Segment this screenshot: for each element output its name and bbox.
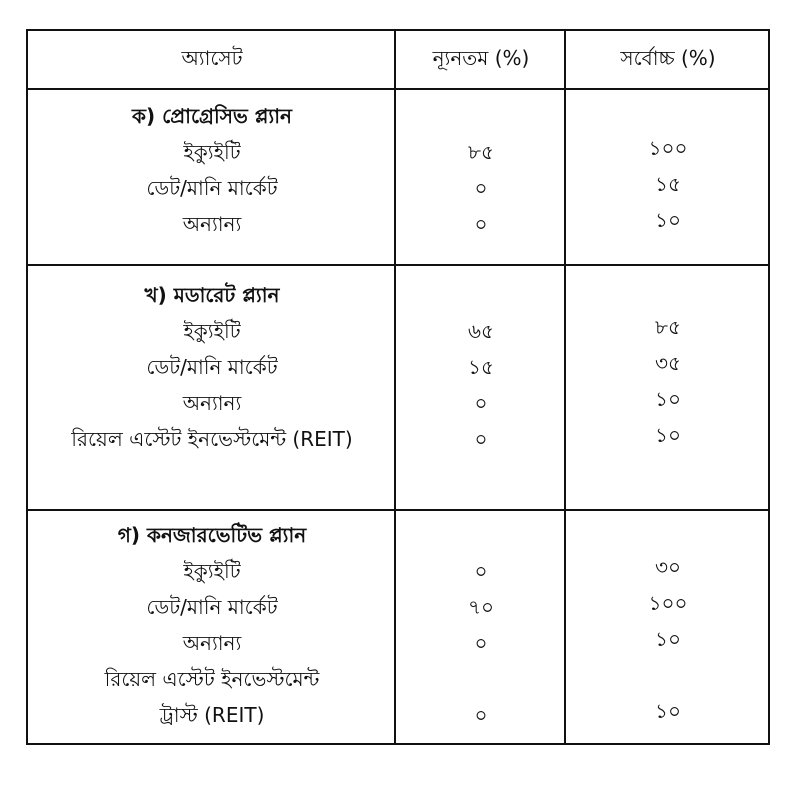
asset-name: ডেট/মানি মার্কেট xyxy=(146,176,278,200)
header-max: সর্বোচ্চ (%) xyxy=(620,45,716,70)
min-value: ১৫ xyxy=(468,355,494,379)
min-value: ৭০ xyxy=(467,595,494,619)
max-value: ৮৫ xyxy=(655,315,681,339)
min-value: ০ xyxy=(474,427,488,451)
asset-name: অন্যান্য xyxy=(182,391,242,415)
max-value: ১৫ xyxy=(655,172,681,196)
plan-title: খ) মডারেট প্ল্যান xyxy=(144,283,280,307)
min-value: ০ xyxy=(474,212,488,236)
header-asset: অ্যাসেট xyxy=(181,45,243,70)
allocation-table xyxy=(26,29,770,745)
min-value: ৮৫ xyxy=(468,140,494,164)
max-value: ৩৫ xyxy=(655,351,681,375)
asset-name: ইক্যুইটি xyxy=(183,140,241,164)
max-value: ৩০ xyxy=(654,555,681,579)
max-value: ১০ xyxy=(655,208,681,232)
max-value: ১০ xyxy=(655,423,681,447)
asset-name: রিয়েল এস্টেট ইনভেস্টমেন্ট xyxy=(104,667,320,691)
row-divider xyxy=(28,264,768,266)
min-value: ০ xyxy=(474,559,488,583)
max-value: ১০০ xyxy=(648,591,688,615)
asset-name: ট্রাস্ট (REIT) xyxy=(159,703,265,727)
max-value: ১০০ xyxy=(648,136,688,160)
plan-title: গ) কনজারভেটিভ প্ল্যান xyxy=(117,523,307,547)
asset-name: অন্যান্য xyxy=(182,212,242,236)
min-value: ৬৫ xyxy=(468,319,494,343)
asset-name: রিয়েল এস্টেট ইনভেস্টমেন্ট (REIT) xyxy=(71,427,353,451)
plan-title: ক) প্রোগ্রেসিভ প্ল্যান xyxy=(132,104,292,128)
asset-name: ডেট/মানি মার্কেট xyxy=(146,355,278,379)
header-min: ন্যূনতম (%) xyxy=(432,45,530,70)
max-value: ১০ xyxy=(655,699,681,723)
asset-name: ইক্যুইটি xyxy=(183,319,241,343)
row-divider xyxy=(28,509,768,511)
asset-name: অন্যান্য xyxy=(182,631,242,655)
min-value: ০ xyxy=(474,703,488,727)
min-value: ০ xyxy=(474,391,488,415)
asset-name: ইক্যুইটি xyxy=(183,559,241,583)
min-value: ০ xyxy=(474,631,488,655)
asset-name: ডেট/মানি মার্কেট xyxy=(146,595,278,619)
max-value: ১০ xyxy=(655,627,681,651)
min-value: ০ xyxy=(474,176,488,200)
max-value: ১০ xyxy=(655,387,681,411)
